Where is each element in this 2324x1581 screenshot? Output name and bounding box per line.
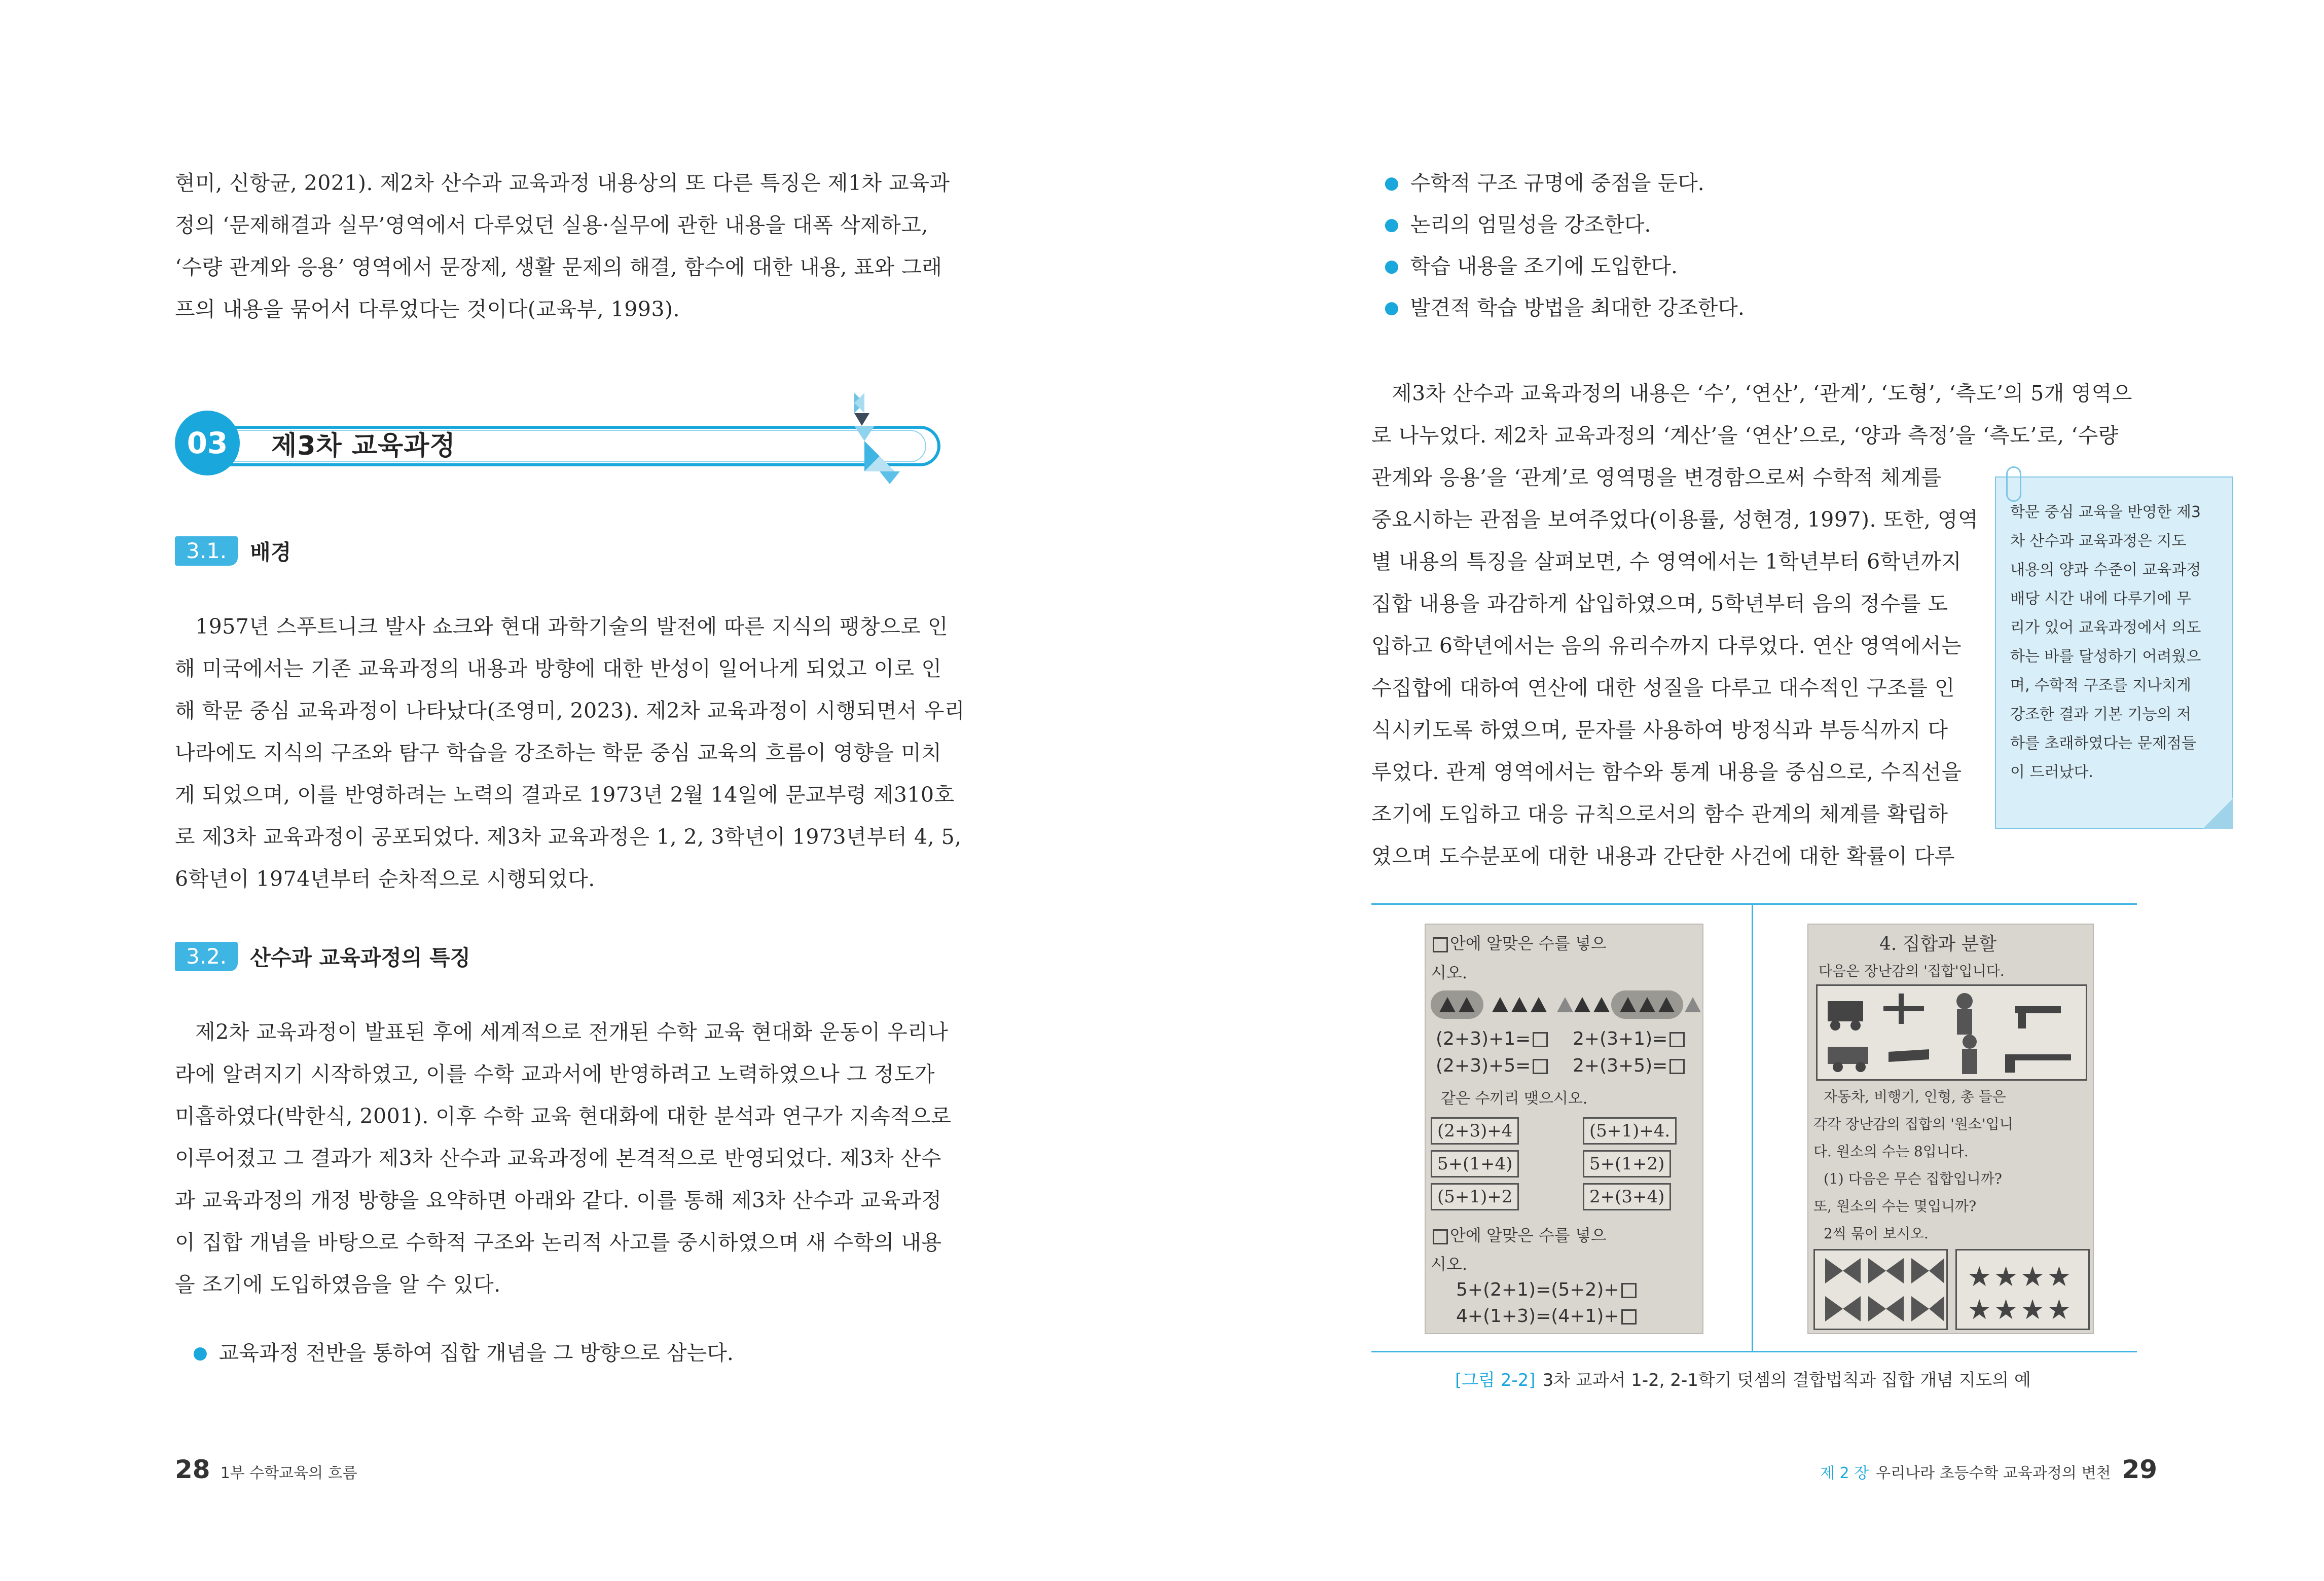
text-line: 집합 내용을 과감하게 삽입하였으며, 5학년부터 음의 정수를 도 [1371, 592, 1948, 616]
subsection-title: 배경 [250, 540, 292, 565]
text-line: 식시키도록 하였으며, 문자를 사용하여 방정식과 부등식까지 다 [1371, 718, 1948, 742]
triangle-icon [1574, 997, 1590, 1012]
text-line: 이루어졌고 그 결과가 제3차 산수과 교육과정에 본격적으로 반영되었다. 제3차 산수 [175, 1146, 941, 1170]
text-line: 해 미국에서는 기존 교육과정의 내용과 방향에 대한 반성이 일어나게 되었고 이로 인 [175, 656, 942, 681]
bullet-text: 수학적 구조 규명에 중점을 둔다. [1410, 171, 1704, 195]
note-line: 강조한 결과 기본 기능의 저 [2010, 706, 2191, 723]
footer-chapter-title: 우리나라 초등수학 교육과정의 변천 [1876, 1464, 2111, 1482]
scan-text: 다. 원소의 수는 8입니다. [1813, 1143, 1969, 1160]
figure-divider [1752, 903, 1753, 1352]
scan-title: 4. 집합과 분할 [1879, 934, 1997, 954]
scan-text: 같은 수끼리 맺으시오. [1441, 1090, 1588, 1108]
note-line: 학문 중심 교육을 반영한 제3 [2010, 503, 2201, 521]
triangle-group-right [1573, 990, 1702, 1019]
text-line: 제2차 교육과정이 발표된 후에 세계적으로 전개된 수학 교육 현대화 운동이 우리나 [195, 1020, 949, 1044]
equation [1456, 1306, 1639, 1327]
text-line: 정의 ‘문제해결과 실무’영역에서 다루었던 실용·실무에 관한 내용을 대폭 삭제하고, [175, 213, 928, 237]
blank-box-icon [1669, 1032, 1685, 1047]
blank-box-icon [1433, 1229, 1448, 1244]
page-curl-icon [2203, 798, 2233, 829]
right-bullet-list [1384, 162, 1745, 328]
bullet-text: 논리의 엄밀성을 강조한다. [1410, 212, 1651, 237]
text-line: 였으며 도수분포에 대한 내용과 간단한 사건에 대한 확률이 다루 [1371, 844, 1955, 868]
note-line: 이 드러났다. [2010, 763, 2093, 781]
match-item: 2+(3+4) [1583, 1183, 1671, 1210]
match-item: (2+3)+4 [1431, 1117, 1519, 1145]
subsection-number: 3.1. [175, 536, 238, 566]
scan-text: (1) 다음은 무슨 집합입니까? [1824, 1170, 2002, 1187]
scan-text: (2+3)+1= [1436, 1028, 1531, 1049]
scan-text: 자동차, 비행기, 인형, 총 들은 [1824, 1088, 2006, 1105]
text-line: 해 학문 중심 교육과정이 나타났다(조영미, 2023). 제2차 교육과정이 시행되면서 우리 [175, 698, 965, 723]
figure-label: [그림 2-2] [1455, 1370, 1536, 1390]
list-item [1384, 204, 1745, 245]
figure-caption-text: 3차 교과서 1-2, 2-1학기 덧셈의 결합법칙과 집합 개념 지도의 예 [1542, 1370, 2031, 1390]
bullet-text: 교육과정 전반을 통하여 집합 개념을 그 방향으로 삼는다. [219, 1341, 734, 1365]
text-line: 별 내용의 특징을 살펴보면, 수 영역에서는 1학년부터 6학년까지 [1371, 549, 1962, 574]
textbook-scan-associative [1425, 924, 1703, 1334]
note-line: 며, 수학적 구조를 지나치게 [2010, 677, 2191, 694]
scan-text: 또, 원소의 수는 몇입니까? [1813, 1198, 1977, 1215]
equation [1436, 1055, 1550, 1076]
star-icons: ★★★★ [1967, 1294, 2074, 1326]
list-item [1384, 287, 1745, 328]
bullet-icon: ● [1384, 214, 1399, 235]
butterfly-icons [1815, 1251, 1946, 1329]
text-line: 입하고 6학년에서는 음의 유리수까지 다루었다. 연산 영역에서는 [1371, 634, 1962, 658]
text-line: 과 교육과정의 개정 방향을 요약하면 아래와 같다. 이를 통해 제3차 산수과 교육과정 [175, 1188, 942, 1212]
text-line: 나라에도 지식의 구조와 탐구 학습을 강조하는 학문 중심 교육의 흐름이 영향을 미치 [175, 741, 942, 765]
scan-instruction [1431, 931, 1607, 954]
butterfly-set-image [1813, 1249, 1948, 1330]
textbook-scan-sets [1807, 924, 2094, 1334]
toy-icons [1818, 986, 2086, 1079]
blank-box-icon [1669, 1059, 1685, 1074]
tangram-cat-icon [844, 390, 946, 492]
scan-text: (2+3)+5= [1436, 1055, 1531, 1076]
blank-box-icon [1433, 937, 1448, 952]
text-line: 중요시하는 관점을 보여주었다(이용률, 성현경, 1997). 또한, 영역 [1371, 507, 1979, 532]
note-line: 리가 있어 교육과정에서 의도 [2010, 619, 2201, 637]
note-line: 하는 바를 달성하기 어려웠으 [2010, 648, 2201, 666]
subsection-number: 3.2. [175, 942, 238, 971]
bullet-text: 학습 내용을 조기에 도입한다. [1410, 254, 1678, 278]
scan-text: 5+(2+1)=(5+2)+ [1456, 1279, 1619, 1300]
note-line: 차 산수과 교육과정은 지도 [2010, 532, 2187, 550]
list-item [1384, 245, 1745, 287]
match-item: 5+(1+2) [1583, 1150, 1671, 1178]
note-line: 배당 시간 내에 다루기에 무 [2010, 590, 2191, 608]
page-number: 29 [2122, 1455, 2158, 1484]
text-line: 게 되었으며, 이를 반영하려는 노력의 결과로 1973년 2월 14일에 문교부령 제310호 [175, 783, 955, 807]
match-item: (5+1)+2 [1431, 1183, 1519, 1210]
subsection-heading-background [175, 535, 291, 567]
bullet-icon: ● [1384, 298, 1399, 318]
blank-box-icon [1533, 1032, 1548, 1047]
note-line: 하를 초래하였다는 문제점들 [2010, 734, 2196, 752]
equation [1573, 1055, 1687, 1076]
section-number: 03 [175, 411, 240, 475]
background-paragraph [175, 606, 965, 900]
footer-part-title: 1부 수학교육의 흐름 [220, 1464, 357, 1482]
text-line: 라에 알려지기 시작하였고, 이를 수학 교과서에 반영하려고 노력하였으나 그 정도가 [175, 1062, 935, 1086]
scan-text: 다음은 장난감의 '집합'입니다. [1819, 963, 2005, 979]
scan-text: 시오. [1431, 963, 1467, 982]
text-line: 로 나누었다. 제2차 교육과정의 ‘계산’을 ‘연산’으로, ‘양과 측정’을 ‘측도’로, ‘수량 [1371, 423, 2119, 448]
equation [1456, 1279, 1639, 1300]
toy-collection-image [1816, 984, 2087, 1081]
text-line: 미흡하였다(박한식, 2001). 이후 수학 교육 현대화에 대한 분석과 연구가 지속적으로 [175, 1104, 952, 1128]
grouping-oval [1431, 990, 1483, 1019]
section-title: 제3차 교육과정 [271, 431, 456, 461]
bullet-icon: ● [1384, 256, 1399, 276]
side-note [1995, 476, 2233, 829]
bullet-icon: ● [193, 1343, 208, 1363]
left-footer [175, 1455, 357, 1484]
star-set-image [1955, 1249, 2090, 1330]
text-line: 이 집합 개념을 바탕으로 수학적 구조와 논리적 사고를 중시하였으며 새 수학의 내용 [175, 1230, 942, 1255]
blank-box-icon [1621, 1283, 1637, 1298]
right-footer [1820, 1455, 2157, 1484]
equation [1573, 1028, 1687, 1049]
scan-text: 2+(3+1)= [1573, 1028, 1668, 1049]
scan-text: 시오. [1431, 1255, 1467, 1274]
text-line: 6학년이 1974년부터 순차적으로 시행되었다. [175, 867, 595, 891]
match-item: 5+(1+4) [1431, 1150, 1519, 1178]
features-paragraph [175, 1011, 952, 1306]
text-line: 현미, 신항균, 2021). 제2차 산수과 교육과정 내용상의 또 다른 특징은 제1차 교육과 [175, 171, 950, 195]
bullet-icon: ● [1384, 173, 1399, 193]
left-bullet-list [193, 1332, 734, 1374]
bullet-text: 발견적 학습 방법을 최대한 강조한다. [1410, 296, 1745, 320]
triangle-icon [1557, 997, 1573, 1012]
equation [1436, 1028, 1550, 1049]
text-line: 수집합에 대하여 연산에 대한 성질을 다루고 대수적인 구조를 인 [1371, 676, 1955, 700]
section-banner [175, 390, 948, 492]
subsection-title: 산수과 교육과정의 특징 [250, 945, 471, 970]
footer-chapter: 제 2 장 [1820, 1464, 1869, 1482]
text-line: ‘수량 관계와 응용’ 영역에서 문장제, 생활 문제의 해결, 함수에 대한 내용, 표와 그래 [175, 255, 942, 279]
text-line: 을 조기에 도입하였음을 알 수 있다. [175, 1272, 501, 1297]
scan-text: 안에 알맞은 수를 넣으 [1450, 934, 1607, 953]
scan-text: 각각 장난감의 집합의 '원소'입니 [1813, 1116, 2013, 1132]
scan-text: 4+(1+3)=(4+1)+ [1456, 1306, 1619, 1327]
text-line: 제3차 산수과 교육과정의 내용은 ‘수’, ‘연산’, ‘관계’, ‘도형’, ‘측도’의 5개 영역으 [1392, 381, 2132, 406]
text-line: 루었다. 관계 영역에서는 함수와 통계 내용을 중심으로, 수직선을 [1371, 760, 1962, 784]
blank-box-icon [1533, 1059, 1548, 1074]
text-line: 1957년 스푸트니크 발사 쇼크와 현대 과학기술의 발전에 따른 지식의 팽창으로 인 [195, 614, 948, 639]
star-icons: ★★★★ [1967, 1261, 2074, 1293]
match-item: (5+1)+4. [1583, 1117, 1677, 1145]
list-item [1384, 162, 1745, 204]
grouping-oval [1483, 990, 1555, 1019]
triangle-icon [1593, 997, 1610, 1012]
scan-text: 2씩 묶어 보시오. [1824, 1225, 1929, 1242]
note-line: 내용의 양과 수준이 교육과정 [2010, 561, 2201, 579]
text-line: 로 제3차 교육과정이 공포되었다. 제3차 교육과정은 1, 2, 3학년이 1973년부터 4, 5, [175, 825, 962, 849]
grouping-oval [1611, 990, 1683, 1019]
intro-paragraph [175, 162, 948, 330]
subsection-heading-features [175, 940, 470, 973]
scan-instruction [1431, 1223, 1607, 1246]
triangle-icon [1685, 997, 1701, 1012]
paperclip-icon [2006, 466, 2021, 502]
blank-box-icon [1621, 1309, 1637, 1325]
text-line: 관계와 응용’을 ‘관계’로 영역명을 변경함으로써 수학적 체계를 [1371, 465, 1942, 490]
text-line: 조기에 도입하고 대응 규칙으로서의 함수 관계의 체계를 확립하 [1371, 802, 1948, 826]
scan-text: 안에 알맞은 수를 넣으 [1450, 1226, 1607, 1245]
page-number: 28 [175, 1455, 210, 1484]
triangle-group-left [1431, 990, 1575, 1019]
text-line: 프의 내용을 묶어서 다루었다는 것이다(교육부, 1993). [175, 297, 680, 321]
scan-text: 2+(3+5)= [1573, 1055, 1668, 1076]
figure-caption [1455, 1366, 2031, 1391]
list-item [193, 1332, 734, 1374]
